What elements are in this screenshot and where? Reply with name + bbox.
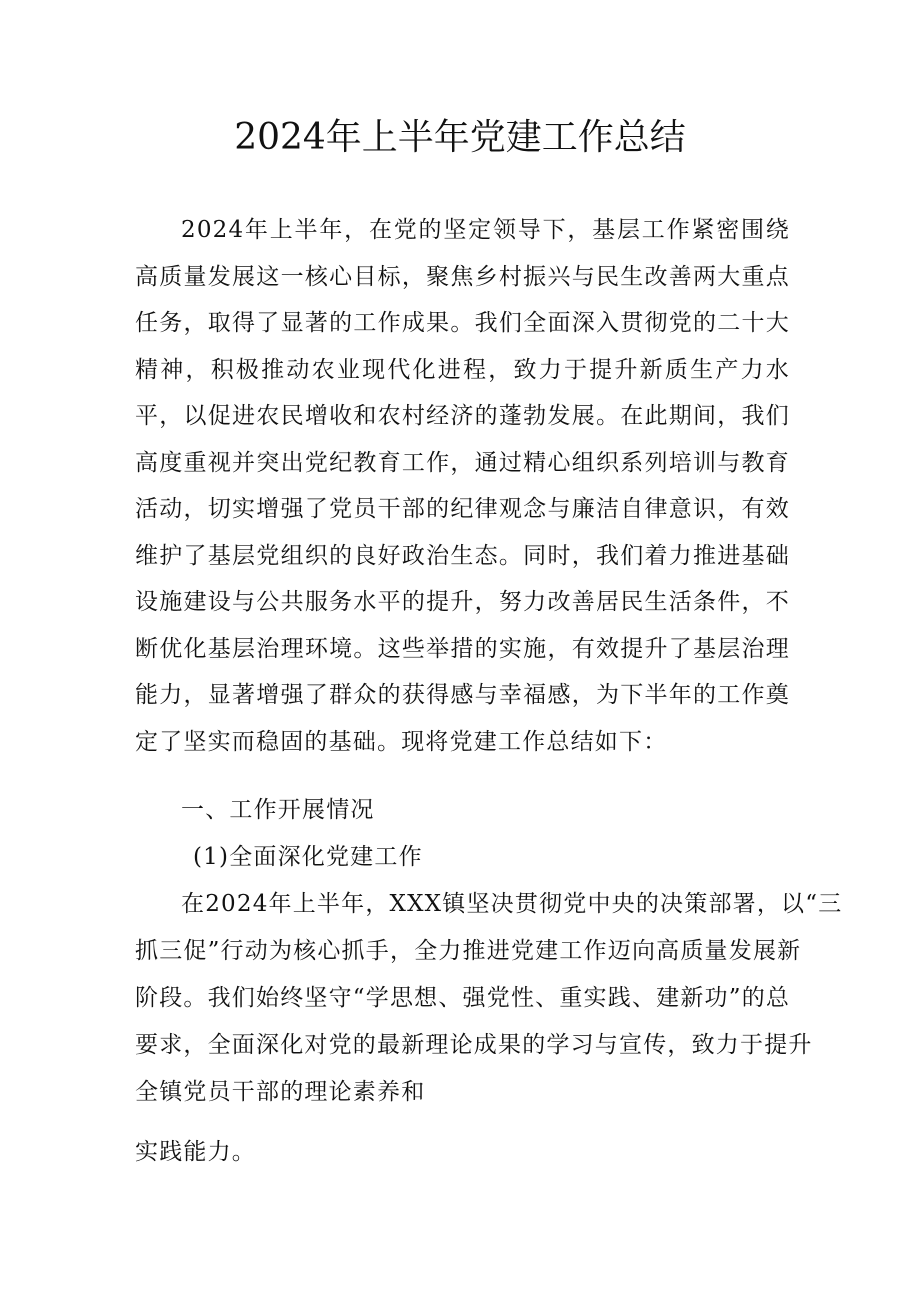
body-line: 实践能力。 bbox=[135, 1139, 256, 1165]
body-line: 阶段。我们始终坚守“学思想、强党性、重实践、建新功”的总 bbox=[135, 985, 791, 1011]
body-line: 抓三促”行动为核心抓手，全力推进党建工作迈向高质量发展新 bbox=[135, 938, 802, 964]
body-line: 要求，全面深化对党的最新理论成果的学习与宣传，致力于提升 bbox=[135, 1032, 813, 1058]
intro-paragraph: 2024年上半年，在党的坚定领导下，基层工作紧密围绕高质量发展这一核心目标，聚焦乡村振兴与民生改善两大重点任务，取得了显著的工作成果。我们全面深入贯彻党的二十大精神，积极推动农业现代化进程，致力于提升新质生产力水平，以促进农民增收和农村经济的蓬勃发展。在此期间，我们高度重视并突出党纪教育工作，通过精心组织系列培训与教育活动，切实增强了党员干部的纪律观念与廉洁自律意识，有效维护了基层党组织的良好政治生态。同时，我们着力推进基础设施建设与公共服务水平的提升，努力改善居民生活条件，不断优化基层治理环境。这些举措的实施，有效提升了基层治理能力，显著增强了群众的获得感与幸福感，为下半年的工作奠定了坚实而稳固的基础。现将党建工作总结如下： bbox=[135, 217, 790, 755]
body-line: 在2024年上半年，XXX镇坚决贯彻党中央的决策部署，以“三 bbox=[181, 891, 843, 917]
section-heading: 一、工作开展情况 bbox=[181, 797, 375, 823]
body-line: 全镇党员干部的理论素养和 bbox=[135, 1079, 426, 1105]
document-title: 2024年上半年党建工作总结 bbox=[234, 117, 686, 158]
subsection-heading: (1)全面深化党建工作 bbox=[193, 844, 423, 870]
